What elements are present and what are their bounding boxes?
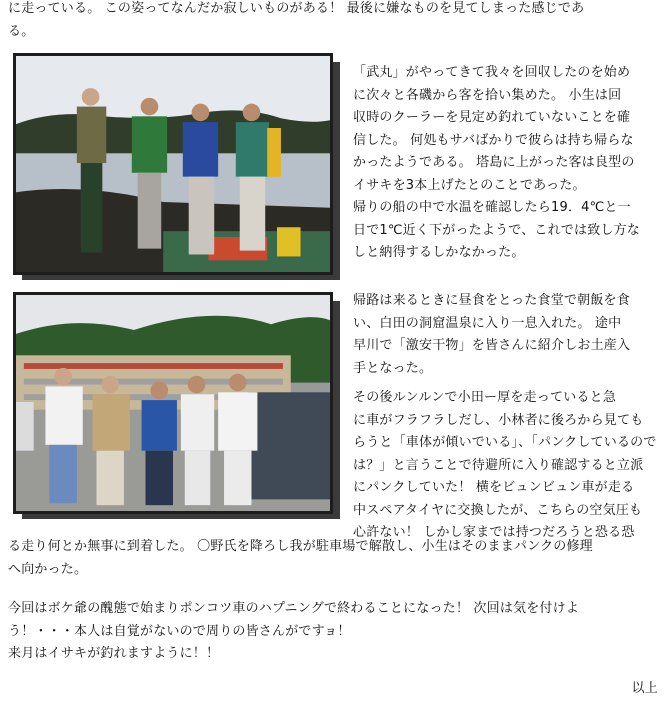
paragraph-return-boat	[353, 62, 640, 265]
text-line: に走っている。 この姿ってなんだか寂しいものがある！ 最後に嫌なものを見てしまった感じであ	[8, 1, 585, 16]
text-line: にパンクしていた！ 横をビュンビュン車が走る	[353, 480, 635, 495]
text-line: い、白田の洞窟温泉に入り一息入れた。 途中	[353, 315, 622, 331]
text-line: 心許ない！ しかし家までは持つだろうと恐る恐	[353, 525, 635, 540]
text-line: 帰りの船の中で水温を確認したら19．4℃と一	[353, 200, 631, 215]
text-line: 来月はイサキが釣れますように！！	[8, 646, 220, 661]
text-line: る。	[8, 23, 35, 39]
text-line: かったようである。 塔島に上がった客は良型の	[353, 155, 635, 170]
text-line: その後ルンルンで小田ー厚を走っていると急	[353, 390, 617, 405]
text-line: 「武丸」がやってきて我々を回収したのを始め	[353, 65, 631, 80]
group-at-hotel-photo	[13, 292, 333, 514]
text-line: 日で1℃近く下がったようで、これでは致し方な	[353, 222, 641, 238]
text-line: 手となった。	[353, 360, 433, 376]
text-line: に車がフラフラしだし、小林者に後ろから見ても	[353, 412, 644, 428]
paragraph-flat-tire-continued	[8, 536, 593, 581]
text-line: へ向かった。	[8, 561, 88, 577]
text-line: 今回はボケ爺の醜態で始まりポンコツ車のハプニングで終わることになった！ 次回は気を付けよ	[8, 601, 580, 616]
text-line: 帰路は来るときに昼食をとった食堂で朝飯を食	[353, 293, 630, 308]
paragraph-flat-tire	[353, 387, 657, 545]
text-line: しと納得するしかなかった。	[353, 245, 525, 260]
text-line: イサキを3本上げたとのことであった。	[353, 177, 586, 193]
text-line: は？」と言うことで待避所に入り確認すると立派	[353, 457, 644, 473]
text-line: 中スペアタイヤに交換したが、こちらの空気圧も	[353, 502, 643, 518]
text-line: 信した。 何処もサバばかりで彼らは持ち帰らな	[353, 132, 634, 148]
anglers-on-shore-photo	[13, 53, 333, 275]
paragraph-way-home	[353, 290, 630, 380]
signoff: 以上	[631, 681, 658, 696]
text-line: に次々と各磯から客を拾い集めた。 小生は回	[353, 87, 622, 103]
text-line: 収時のクーラーを見定め釣れていないことを確	[353, 110, 631, 125]
closing-paragraph	[8, 598, 579, 666]
intro-paragraph	[8, 0, 584, 43]
text-line: らうと「車体が傾いでいる」、「パンクしているので	[353, 435, 657, 450]
text-line: る走り何とか無事に到着した。 〇野氏を降ろし我が駐車場で解散し、小生はそのままパンクの修理	[8, 539, 593, 554]
text-line: う！・・・本人は自覚がないので周りの皆さんがですョ！	[8, 623, 351, 639]
text-line: 早川で「激安干物」を皆さんに紹介しお土産入	[353, 338, 631, 353]
